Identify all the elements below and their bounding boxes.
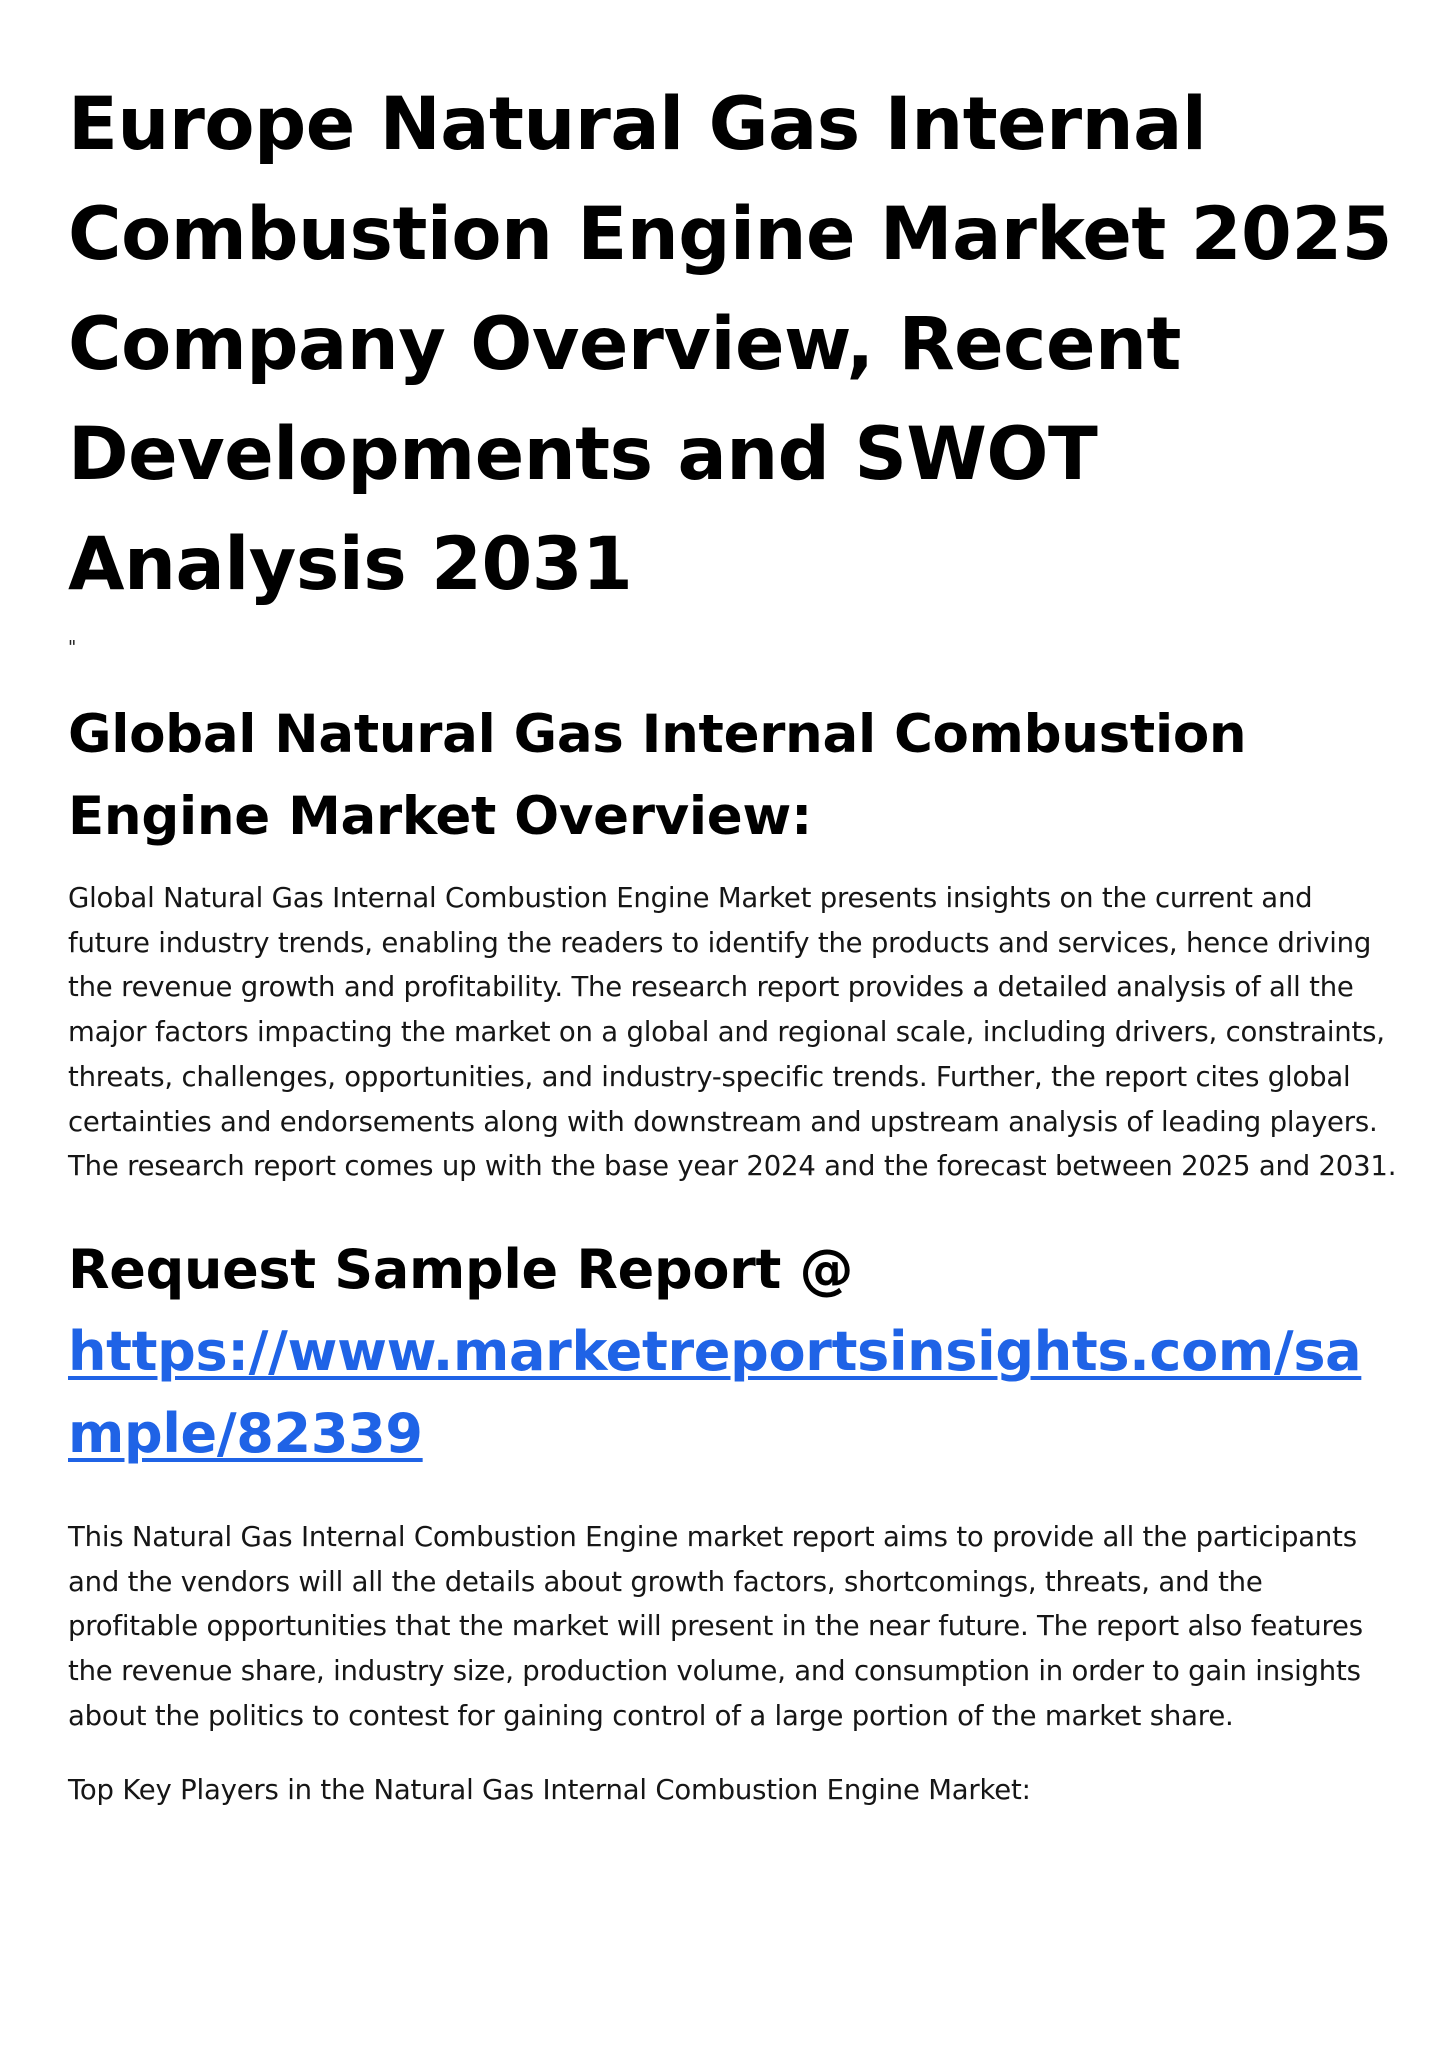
document-page xyxy=(68,70,1398,1813)
request-sample-label: Request Sample Report @ xyxy=(68,1237,854,1301)
sample-report-link[interactable]: https://www.marketreportsinsights.com/sample/82339 xyxy=(68,1319,1362,1465)
report-description-paragraph: This Natural Gas Internal Combustion Engine market report aims to provide all the participants and the vendors will all the details about growth factors, shortcomings, threats, and the profitable opportunities that the market will present in the near future. The report also features the revenue share, industry size, production volume, and consumption in order to gain insights about the politics to contest for gaining control of a large portion of the market share. xyxy=(68,1520,1363,1732)
document-title: Europe Natural Gas Internal Combustion Engine Market 2025 Company Overview, Recent Developments and SWOT Analysis 2031 xyxy=(68,82,1392,607)
request-sample-heading xyxy=(68,1229,1398,1475)
key-players-intro: Top Key Players in the Natural Gas Internal Combustion Engine Market: xyxy=(68,1774,1031,1807)
overview-heading: Global Natural Gas Internal Combustion Engine Market Overview: xyxy=(68,704,1247,847)
overview-paragraph: Global Natural Gas Internal Combustion Engine Market presents insights on the current and future industry trends, enabling the readers to identify the products and services, hence driving the revenue growth and profitability. The research report provides a detailed analysis of all the major factors impacting the market on a global and regional scale, including drivers, constraints, threats, challenges, opportunities, and industry-specific trends. Further, the report cites global certainties and endorsements along with downstream and upstream analysis of leading players. The research report comes up with the base year 2024 and the forecast between 2025 and 2031. xyxy=(68,882,1397,1183)
stray-quote-mark: " xyxy=(68,637,77,658)
